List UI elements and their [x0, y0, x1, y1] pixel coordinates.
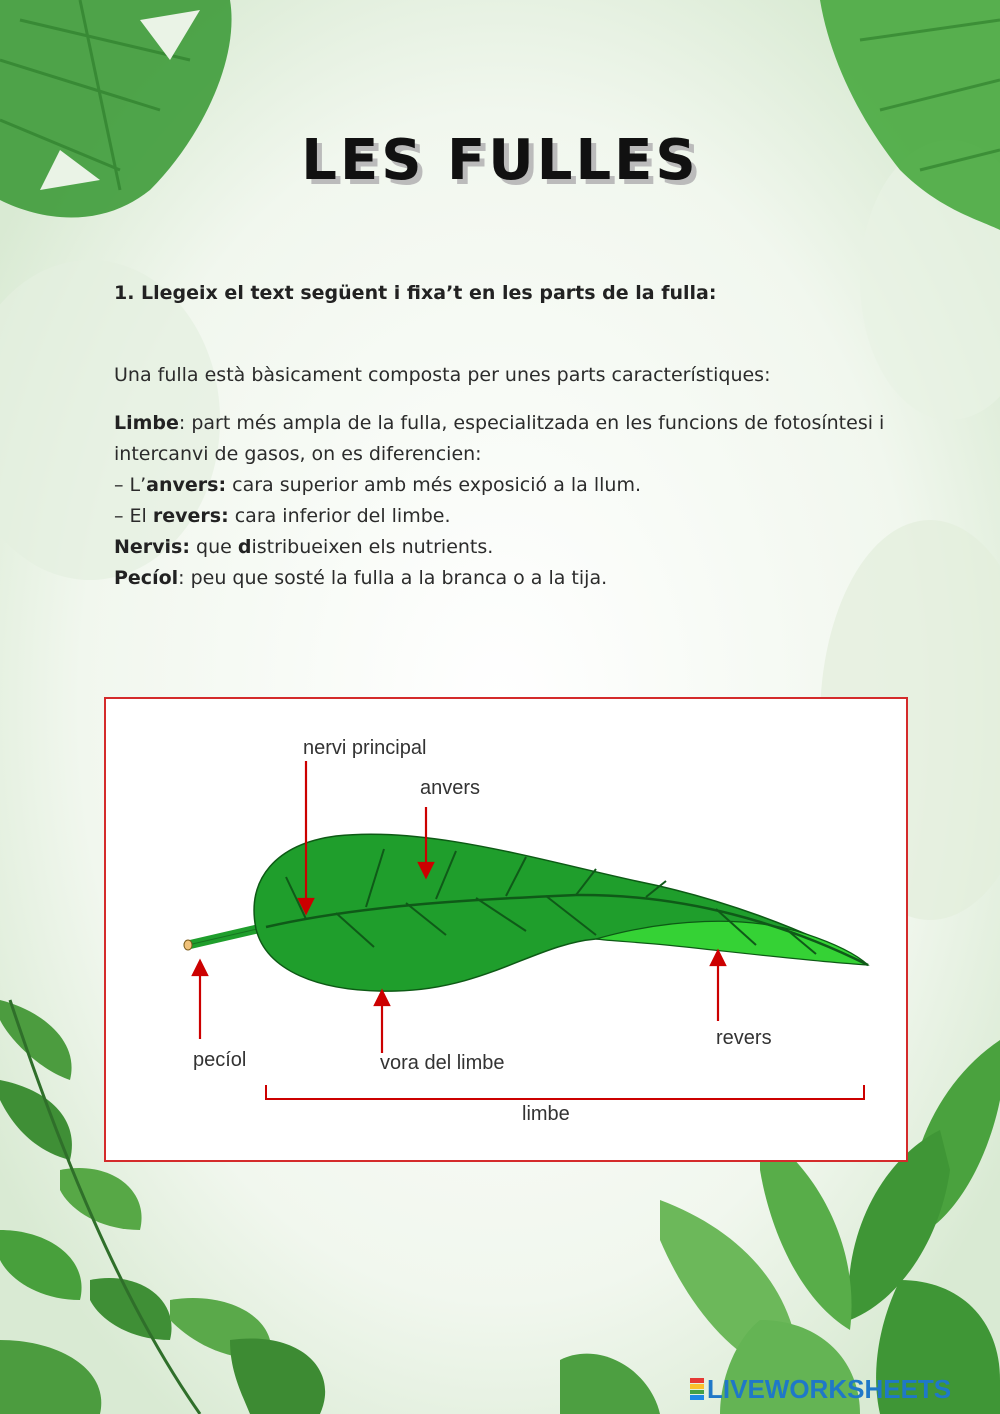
leaf-diagram [106, 699, 906, 1160]
nervis-bold-d: d [237, 536, 252, 558]
page-title: LES FULLES [301, 128, 699, 193]
definition-revers [114, 501, 934, 532]
definitions [114, 408, 934, 594]
label-revers: revers [716, 1027, 772, 1049]
term-nervis: Nervis: [114, 536, 190, 558]
petiole-tip [184, 940, 192, 950]
anvers-text: cara superior amb més exposició a la llum. [226, 474, 641, 496]
definition-limbe [114, 408, 934, 470]
instruction: 1. Llegeix el text següent i fixa’t en les parts de la fulla: [114, 282, 717, 304]
liveworksheets-mark-icon [690, 1378, 704, 1400]
liveworksheets-logo[interactable] [690, 1374, 951, 1404]
label-peciol: pecíol [193, 1049, 247, 1071]
liveworksheets-logo-text: LIVEWORKSHEETS [707, 1373, 952, 1404]
nervis-mid: que [189, 536, 238, 558]
term-anvers: anvers: [146, 474, 227, 496]
limbe-text: : part més ampla de la fulla, especialitzada en les funcions de fotosíntesi i intercanvi de gasos, on es diferencien: [114, 412, 885, 465]
term-limbe: Limbe [114, 412, 179, 434]
label-vora-del-limbe: vora del limbe [380, 1052, 505, 1074]
leaf-diagram-frame [104, 697, 908, 1162]
definition-anvers [114, 470, 934, 501]
nervis-text: istribueixen els nutrients. [251, 536, 494, 558]
term-revers: revers: [152, 505, 229, 527]
revers-prefix: – El [114, 505, 153, 527]
revers-text: cara inferior del limbe. [228, 505, 451, 527]
label-limbe: limbe [522, 1103, 570, 1125]
definition-peciol [114, 563, 934, 594]
intro-text: Una fulla està bàsicament composta per unes parts característiques: [114, 364, 771, 386]
label-nervi-principal: nervi principal [303, 737, 427, 759]
anvers-prefix: – L’ [114, 474, 147, 496]
peciol-text: : peu que sosté la fulla a la branca o a la tija. [178, 567, 608, 589]
term-peciol: Pecíol [114, 567, 179, 589]
definition-nervis [114, 532, 934, 563]
label-anvers: anvers [420, 777, 481, 799]
